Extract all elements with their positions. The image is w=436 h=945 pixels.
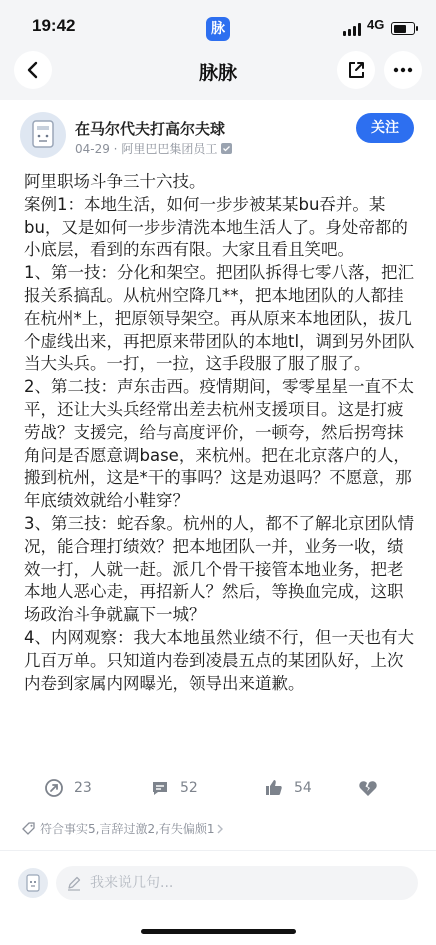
top-bar bbox=[0, 0, 436, 100]
more-icon bbox=[384, 51, 422, 89]
nav-bar bbox=[0, 48, 436, 92]
page-title: 脉脉 bbox=[198, 62, 237, 84]
comment-button[interactable] bbox=[150, 776, 198, 800]
post-paragraph: 2、第二技：声东击西。疫情期间，零零星星一直不太平，还让大头兵经常出差去杭州支援项目。这是打疲劳战？支援完，给与高度评价，一顿夸，然后拐弯抹角问是否愿意调base，来杭州。把在北京落户的人，搬到杭州，这是*干的事吗？这是劝退吗？不愿意，那年底绩效就给小鞋穿？ bbox=[24, 377, 414, 511]
comment-input[interactable] bbox=[88, 874, 392, 892]
author-meta bbox=[75, 140, 232, 157]
status-time: 19:42 bbox=[32, 16, 76, 35]
dislike-button[interactable] bbox=[358, 776, 388, 800]
like-icon bbox=[264, 778, 284, 798]
comment-icon bbox=[150, 778, 170, 798]
dislike-icon bbox=[358, 778, 378, 798]
more-button[interactable] bbox=[384, 51, 422, 89]
repost-count: 23 bbox=[74, 780, 92, 796]
tag-summary-text: 符合事实5,言辞过激2,有失偏颇1 bbox=[40, 822, 215, 836]
like-count: 54 bbox=[294, 780, 312, 796]
share-button[interactable] bbox=[337, 51, 375, 89]
comment-bar bbox=[0, 852, 436, 945]
post-paragraph: 案例1：本地生活，如何一步步被某某bu吞并。某bu，又是如何一步步清洗本地生活人了。身处帝都的小底层，看到的东西有限。大家且看且笑吧。 bbox=[24, 194, 408, 260]
network-label: 4G bbox=[367, 17, 385, 32]
edit-icon bbox=[66, 875, 82, 891]
status-bar bbox=[0, 14, 436, 42]
post-paragraph: 阿里职场斗争三十六技。 bbox=[24, 172, 206, 191]
post-paragraph: 3、第三技：蛇吞象。杭州的人，都不了解北京团队情况，能合理打绩效？把本地团队一并，业务一收，绩效一打，人就一赶。派几个骨干接管本地业务，把老本地人恶心走，再招新人？然后，等换血完成，这职场政治斗争就赢下一城？ bbox=[24, 513, 414, 625]
author-name[interactable]: 在马尔代夫打高尔夫球 bbox=[75, 120, 226, 138]
signal-icon bbox=[343, 23, 363, 36]
author-meta-text: 04-29 · 阿里巴巴集团员工 bbox=[75, 142, 218, 156]
tag-summary[interactable] bbox=[22, 820, 229, 837]
share-icon bbox=[337, 51, 375, 89]
avatar-icon bbox=[18, 868, 48, 898]
chevron-right-icon bbox=[215, 823, 225, 835]
post-content bbox=[24, 171, 416, 695]
author-avatar[interactable] bbox=[20, 112, 66, 158]
action-bar bbox=[0, 776, 436, 800]
comment-count: 52 bbox=[180, 780, 198, 796]
avatar-icon bbox=[20, 112, 66, 158]
repost-button[interactable] bbox=[44, 776, 92, 800]
tag-icon bbox=[22, 822, 36, 836]
app-logo-icon: 脉 bbox=[206, 17, 230, 41]
battery-icon bbox=[391, 22, 415, 35]
follow-button[interactable]: 关注 bbox=[356, 113, 414, 143]
repost-icon bbox=[44, 778, 64, 798]
my-avatar bbox=[18, 868, 48, 898]
home-indicator bbox=[141, 929, 296, 934]
verified-icon bbox=[221, 143, 232, 154]
post-paragraph: 1、第一技：分化和架空。把团队拆得七零八落，把汇报关系搞乱。从杭州空降几**，把本地团队的人都挂在杭州*上，把原领导架空。再从原来本地团队，拔几个虚线出来，再把原来带团队的本地tl，调到另外团队当大头兵。一打，一拉，这手段服了服了服了。 bbox=[24, 263, 415, 374]
like-button[interactable] bbox=[264, 776, 312, 800]
post-paragraph: 4、内网观察：我大本地虽然业绩不行，但一天也有大几百万单。只知道内卷到凌晨五点的某团队好，上次内卷到家属内网曝光，领导出来道歉。 bbox=[24, 627, 414, 693]
divider bbox=[0, 850, 436, 851]
comment-input-box[interactable] bbox=[56, 866, 418, 900]
